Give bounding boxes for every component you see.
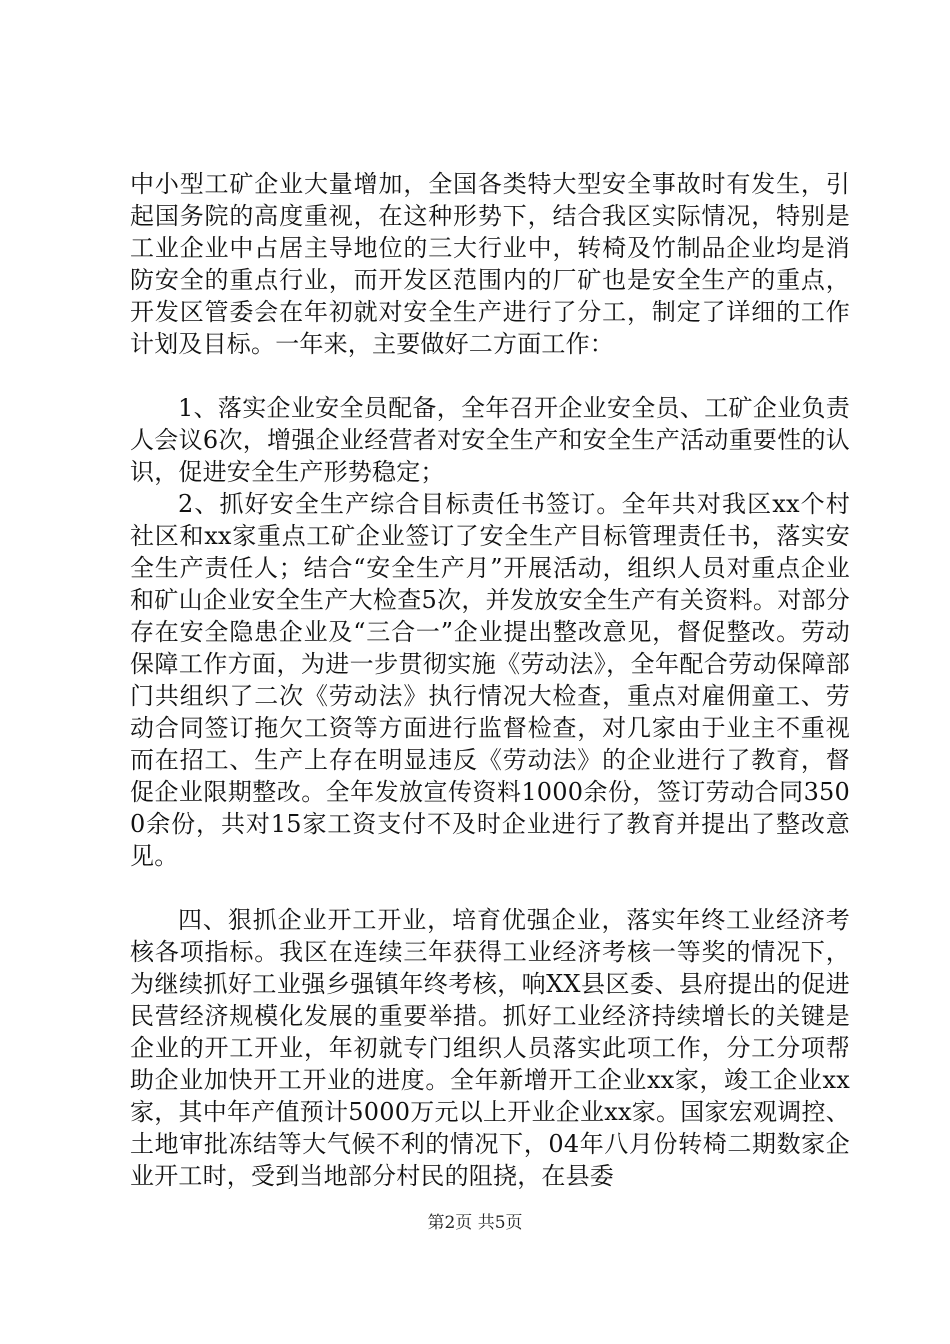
document-body bbox=[130, 168, 850, 1192]
paragraph-intro: 中小型工矿企业大量增加，全国各类特大型安全事故时有发生，引起国务院的高度重视，在这种形势下，结合我区实际情况，特别是工业企业中占居主导地位的三大行业中，转椅及竹制品企业均是消防安全的重点行业，而开发区范围内的厂矿也是安全生产的重点，开发区管委会在年初就对安全生产进行了分工，制定了详细的工作计划及目标。一年来，主要做好二方面工作： bbox=[130, 170, 850, 358]
page-number-footer: 第2页 共5页 bbox=[427, 1213, 523, 1233]
paragraph-section-4: 四、狠抓企业开工开业，培育优强企业，落实年终工业经济考核各项指标。我区在连续三年获得工业经济考核一等奖的情况下，为继续抓好工业强乡强镇年终考核，响XX县区委、县府提出的促进民营经济规模化发展的重要举措。抓好工业经济持续增长的关键是企业的开工开业，年初就专门组织人员落实此项工作，分工分项帮助企业加快开工开业的进度。全年新增开工企业xx家，竣工企业xx家，其中年产值预计5000万元以上开业企业xx家。国家宏观调控、土地审批冻结等大气候不利的情况下，04年八月份转椅二期数家企业开工时，受到当地部分村民的阻挠，在县委 bbox=[130, 906, 850, 1190]
paragraph-item-1: 1、落实企业安全员配备，全年召开企业安全员、工矿企业负责人会议6次，增强企业经营者对安全生产和安全生产活动重要性的认识，促进安全生产形势稳定； bbox=[130, 394, 850, 486]
paragraph-item-2: 2、抓好安全生产综合目标责任书签订。全年共对我区xx个村社区和xx家重点工矿企业签订了安全生产目标管理责任书，落实安全生产责任人；结合“安全生产月”开展活动，组织人员对重点企业和矿山企业安全生产大检查5次，并发放安全生产有关资料。对部分存在安全隐患企业及“三合一”企业提出整改意见，督促整改。劳动保障工作方面，为进一步贯彻实施《劳动法》，全年配合劳动保障部门共组织了二次《劳动法》执行情况大检查，重点对雇佣童工、劳动合同签订拖欠工资等方面进行监督检查，对几家由于业主不重视而在招工、生产上存在明显违反《劳动法》的企业进行了教育，督促企业限期整改。全年发放宣传资料1000余份，签订劳动合同3500余份，共对15家工资支付不及时企业进行了教育并提出了整改意见。 bbox=[130, 490, 850, 870]
